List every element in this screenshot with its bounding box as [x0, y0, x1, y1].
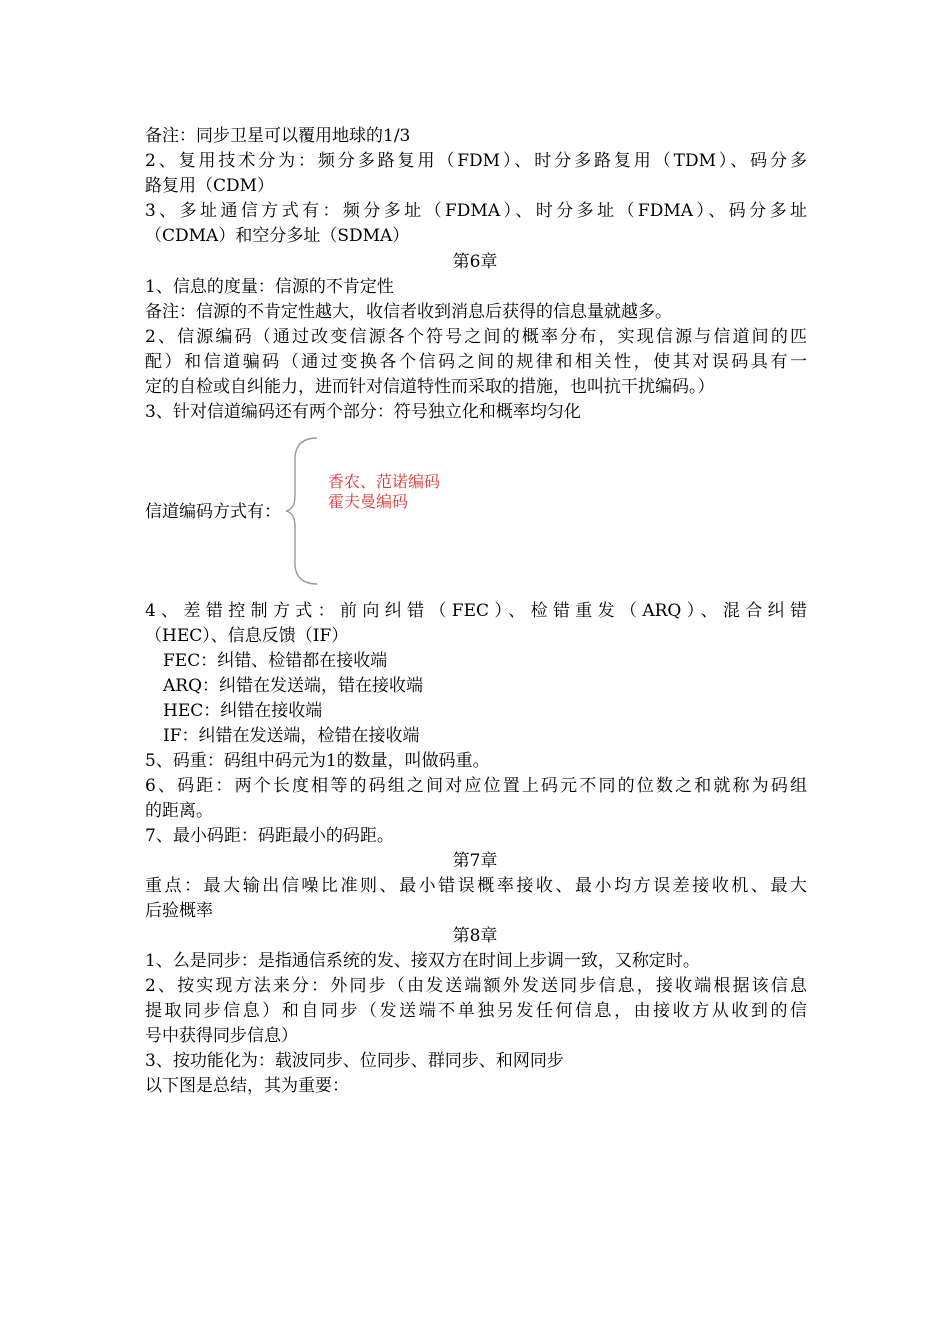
sync-method-line-2: 提取同步信息）和自同步（发送端不单独另发任何信息，由接收方从收到的信 — [145, 1001, 807, 1021]
sync-method-line-1: 2、按实现方法来分：外同步（由发送端额外发送同步信息，接收端根据该信息 — [145, 976, 807, 996]
error-control-fec: FEC：纠错、检错都在接收端 — [163, 651, 388, 671]
channel-coding-methods-label: 信道编码方式有： — [145, 502, 281, 522]
chapter-7-heading: 第7章 — [452, 851, 498, 871]
error-control-line-1: 4、差错控制方式：前向纠错（FEC）、检错重发（ARQ）、混合纠错 — [145, 601, 807, 621]
coding-line-2: 配）和信道骗码（通过变换各个信码之间的规律和相关性，使其对误码具有一 — [145, 352, 807, 372]
channel-coding-parts: 3、针对信道编码还有两个部分：符号独立化和概率均匀化 — [145, 402, 581, 422]
chapter-6-heading: 第6章 — [452, 252, 498, 272]
coding-line-1: 2、信源编码（通过改变信源各个符号之间的概率分布，实现信源与信道间的匹 — [145, 327, 807, 347]
error-control-arq: ARQ：纠错在发送端，错在接收端 — [163, 676, 424, 696]
coding-method-huffman: 霍夫曼编码 — [328, 492, 409, 511]
code-weight-definition: 5、码重：码组中码元为1的数量，叫做码重。 — [145, 751, 490, 771]
note-satellite: 备注：同步卫星可以覆用地球的1/3 — [145, 126, 411, 146]
coding-line-3: 定的自检或自纠能力，进而针对信道特性而采取的措施，也叫抗干扰编码。） — [145, 377, 715, 397]
error-control-hec: HEC：纠错在接收端 — [163, 701, 323, 721]
code-distance-line-1: 6、码距：两个长度相等的码组之间对应位置上码元不同的位数之和就称为码组 — [145, 776, 807, 796]
multiplexing-line-2: 路复用（CDM） — [145, 176, 275, 196]
summary-intro: 以下图是总结，其为重要： — [145, 1076, 349, 1096]
error-control-line-2: （HEC）、信息反馈（IF） — [145, 626, 349, 646]
note-uncertainty: 备注：信源的不肯定性越大，收信者收到消息后获得的信息量就越多。 — [145, 302, 672, 322]
multiple-access-line-1: 3、多址通信方式有：频分多址（FDMA）、时分多址（FDMA）、码分多址 — [145, 201, 807, 221]
error-control-if: IF：纠错在发送端，检错在接收端 — [163, 726, 420, 746]
info-measure-line: 1、信息的度量：信源的不肯定性 — [145, 277, 394, 297]
multiplexing-line-1: 2、复用技术分为：频分多路复用（FDM）、时分多路复用（TDM）、码分多 — [145, 151, 807, 171]
left-curly-brace-icon — [283, 436, 323, 586]
code-distance-line-2: 的距离。 — [145, 801, 213, 821]
sync-function-types: 3、按功能化为：载波同步、位同步、群同步、和网同步 — [145, 1051, 564, 1071]
chapter-7-key-points-1: 重点：最大输出信噪比准则、最小错误概率接收、最小均方误差接收机、最大 — [145, 876, 807, 896]
sync-method-line-3: 号中获得同步信息） — [145, 1026, 298, 1046]
chapter-8-heading: 第8章 — [452, 926, 498, 946]
multiple-access-line-2: （CDMA）和空分多址（SDMA） — [145, 226, 410, 246]
chapter-7-key-points-2: 后验概率 — [145, 901, 213, 921]
sync-definition: 1、么是同步：是指通信系统的发、接双方在时间上步调一致，又称定时。 — [145, 951, 700, 971]
coding-method-shannon-fano: 香农、范诺编码 — [328, 472, 441, 491]
min-code-distance: 7、最小码距：码距最小的码距。 — [145, 826, 394, 846]
